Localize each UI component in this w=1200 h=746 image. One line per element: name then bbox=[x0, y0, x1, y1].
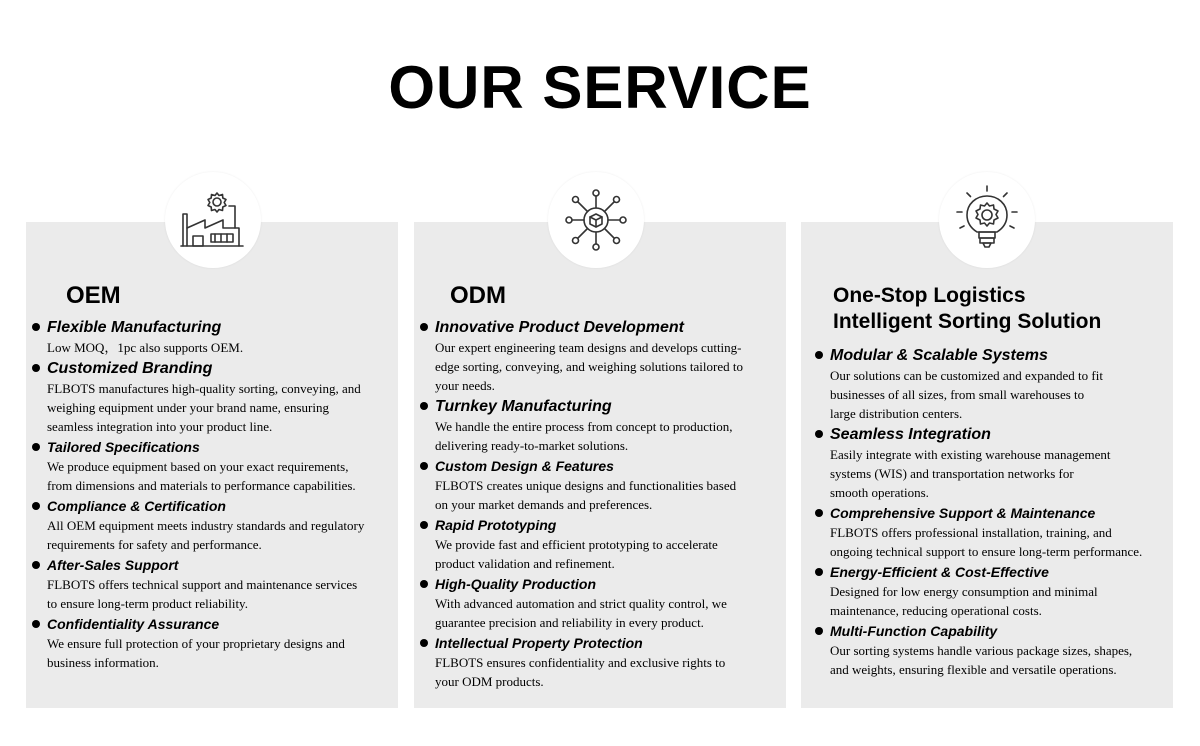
item-title: Customized Branding bbox=[47, 360, 213, 377]
item-title: Rapid Prototyping bbox=[435, 517, 557, 533]
list-item bbox=[420, 396, 780, 455]
item-title: Flexible Manufacturing bbox=[47, 319, 222, 336]
card-title: One-Stop Logistics Intelligent Sorting Solution bbox=[833, 284, 1102, 333]
service-list bbox=[32, 317, 392, 673]
item-description: We produce equipment based on your exact requirements, from dimensions and materials to performance capabilities. bbox=[47, 459, 356, 493]
item-title: Compliance & Certification bbox=[47, 498, 226, 514]
service-list bbox=[420, 317, 780, 692]
page-title: OUR SERVICE bbox=[388, 54, 812, 121]
item-title: Innovative Product Development bbox=[435, 319, 684, 336]
card-title: OEM bbox=[66, 282, 121, 309]
item-description: We ensure full protection of your proprietary designs and business information. bbox=[47, 636, 345, 670]
item-title: Modular & Scalable Systems bbox=[830, 347, 1048, 364]
factory-gear-icon bbox=[177, 184, 249, 256]
card-title: ODM bbox=[450, 282, 506, 309]
list-item bbox=[815, 503, 1171, 561]
bullet-icon bbox=[32, 502, 40, 510]
oem-icon-badge bbox=[165, 172, 261, 268]
list-item bbox=[815, 621, 1171, 679]
one-stop-logistics-card bbox=[801, 222, 1173, 708]
item-title: Turnkey Manufacturing bbox=[435, 398, 612, 415]
item-description: We handle the entire process from concept to production, delivering ready-to-market solutions. bbox=[435, 419, 733, 453]
item-description: Our expert engineering team designs and develops cutting- edge sorting, conveying, and weighing solutions tailored to your needs. bbox=[435, 340, 743, 393]
list-item bbox=[815, 562, 1171, 620]
item-title: Tailored Specifications bbox=[47, 439, 200, 455]
item-description: FLBOTS offers professional installation, training, and ongoing technical support to ensure long-term performance. bbox=[830, 525, 1143, 559]
bullet-icon bbox=[420, 521, 428, 529]
item-description: Low MOQ，1pc also supports OEM. bbox=[47, 340, 244, 355]
item-description: We provide fast and efficient prototyping to accelerate product validation and refinement. bbox=[435, 537, 718, 571]
item-title: Confidentiality Assurance bbox=[47, 616, 220, 632]
item-title: After-Sales Support bbox=[47, 557, 179, 573]
list-item bbox=[32, 437, 392, 495]
item-description: Our solutions can be customized and expanded to fit businesses of all sizes, from small warehouses to large distribution centers. bbox=[830, 368, 1103, 421]
list-item bbox=[32, 496, 392, 554]
bullet-icon bbox=[815, 568, 823, 576]
item-title: Intellectual Property Protection bbox=[435, 635, 643, 651]
bullet-icon bbox=[420, 402, 428, 410]
item-description: Our sorting systems handle various package sizes, shapes, and weights, ensuring flexible and versatile operations. bbox=[830, 643, 1133, 677]
bullet-icon bbox=[815, 627, 823, 635]
item-description: Easily integrate with existing warehouse management systems (WIS) and transportation networks for smooth operations. bbox=[830, 447, 1111, 500]
logistics-icon-badge bbox=[939, 172, 1035, 268]
item-title: Seamless Integration bbox=[830, 426, 991, 443]
odm-card bbox=[414, 222, 786, 708]
item-title: Energy-Efficient & Cost-Effective bbox=[830, 564, 1049, 580]
bullet-icon bbox=[815, 430, 823, 438]
bullet-icon bbox=[32, 561, 40, 569]
bullet-icon bbox=[32, 620, 40, 628]
bullet-icon bbox=[815, 351, 823, 359]
list-item bbox=[32, 555, 392, 613]
item-description: FLBOTS ensures confidentiality and exclusive rights to your ODM products. bbox=[435, 655, 726, 689]
bullet-icon bbox=[420, 323, 428, 331]
lightbulb-gear-icon bbox=[951, 184, 1023, 256]
item-title: High-Quality Production bbox=[435, 576, 596, 592]
bullet-icon bbox=[32, 443, 40, 451]
item-description: FLBOTS manufactures high-quality sorting, conveying, and weighing equipment under your brand name, ensuring seamless integration into your product line. bbox=[47, 381, 361, 434]
item-description: With advanced automation and strict quality control, we guarantee precision and reliability in every product. bbox=[435, 596, 727, 630]
item-description: FLBOTS offers technical support and maintenance services to ensure long-term product reliability. bbox=[47, 577, 358, 611]
list-item bbox=[32, 358, 392, 436]
item-description: FLBOTS creates unique designs and functionalities based on your market demands and preferences. bbox=[435, 478, 737, 512]
list-item bbox=[815, 345, 1171, 423]
bullet-icon bbox=[815, 509, 823, 517]
item-description: All OEM equipment meets industry standards and regulatory requirements for safety and performance. bbox=[47, 518, 365, 552]
item-title: Comprehensive Support & Maintenance bbox=[830, 505, 1096, 521]
network-box-icon bbox=[560, 184, 632, 256]
list-item bbox=[420, 633, 780, 691]
list-item bbox=[420, 456, 780, 514]
oem-card bbox=[26, 222, 398, 708]
odm-icon-badge bbox=[548, 172, 644, 268]
bullet-icon bbox=[420, 639, 428, 647]
bullet-icon bbox=[32, 364, 40, 372]
list-item bbox=[32, 614, 392, 672]
item-title: Multi-Function Capability bbox=[830, 623, 998, 639]
item-title: Custom Design & Features bbox=[435, 458, 614, 474]
list-item bbox=[815, 424, 1171, 502]
bullet-icon bbox=[32, 323, 40, 331]
bullet-icon bbox=[420, 580, 428, 588]
bullet-icon bbox=[420, 462, 428, 470]
list-item bbox=[32, 317, 392, 357]
list-item bbox=[420, 515, 780, 573]
list-item bbox=[420, 574, 780, 632]
list-item bbox=[420, 317, 780, 395]
service-list bbox=[815, 345, 1171, 680]
item-description: Designed for low energy consumption and minimal maintenance, reducing operational costs. bbox=[830, 584, 1098, 618]
